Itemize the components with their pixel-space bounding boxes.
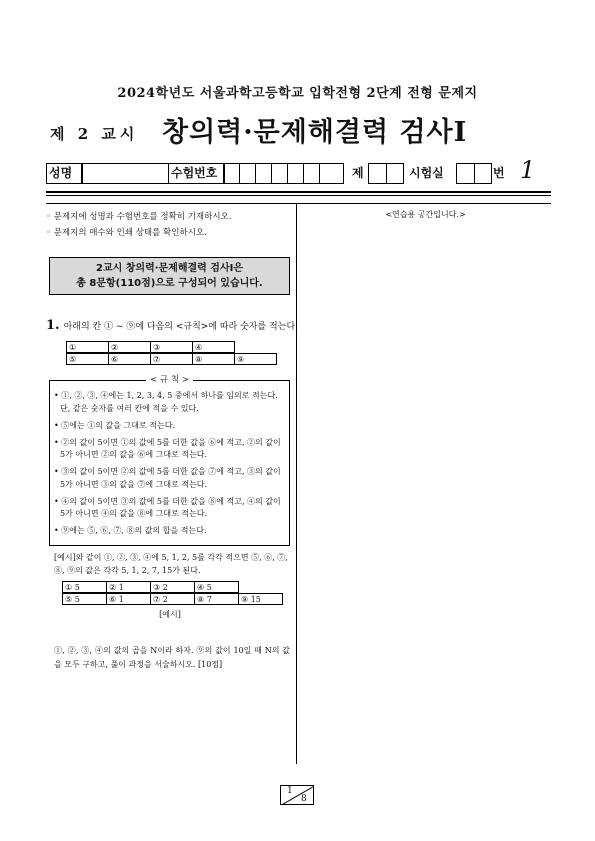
rules-box: [49, 375, 290, 546]
header-divider-thin: [46, 195, 551, 196]
section-divider: [46, 203, 551, 204]
grid-cell: ② 1: [107, 582, 151, 593]
grid-cell: ⑦: [151, 354, 193, 365]
question-text: 아래의 칸 ① ~ ⑨에 다음의 <규칙>에 따라 숫자를 적는다.: [63, 322, 298, 332]
grid-cell: ⑦ 2: [151, 594, 195, 605]
header-divider: [46, 191, 551, 193]
subject-title: 창의력·문제해결력 검사Ⅰ: [162, 117, 468, 148]
note-item: ◦ 문제지의 매수와 인쇄 상태를 확인하시오.: [46, 228, 207, 238]
table-row: [67, 354, 277, 365]
rule-item: • ⑤에는 ①의 값을 그대로 적는다.: [54, 420, 175, 430]
grid-cell: ②: [109, 342, 151, 353]
grid-cell: ⑧: [193, 354, 235, 365]
exam-title: 2024학년도 서울과학고등학교 입학전형 2단계 전형 문제지: [117, 86, 478, 101]
instruction-notes: [46, 209, 291, 241]
table-row: [63, 582, 239, 593]
grid-cell: ⑤: [67, 354, 109, 365]
grid-cell: ⑨: [235, 354, 277, 365]
rule-item: • ②의 값이 5이면 ①의 값에 5를 더한 값을 ⑥에 적고, ②의 값이 5가 아니면 ②의 값을 ⑥에 그대로 적는다.: [54, 437, 281, 459]
grid-cell: ③ 2: [151, 582, 195, 593]
current-page: 1: [287, 786, 293, 796]
exam-number-field[interactable]: [224, 163, 344, 184]
blank-grid-row2: [66, 353, 277, 365]
column-divider: [296, 204, 297, 764]
summary-line: 2교시 창의력·문제해결력 검사Ⅰ은: [95, 263, 244, 274]
grid-cell: ⑥ 1: [107, 594, 151, 605]
blank-grid: [66, 341, 235, 353]
room-label: 시험실: [409, 166, 444, 180]
table-row: [63, 594, 283, 605]
grid-cell: ⑥: [109, 354, 151, 365]
example-caption: [예시]: [159, 610, 181, 619]
seat-number-field[interactable]: [456, 163, 492, 184]
rule-item: • ④의 값이 5이면 ③의 값에 5를 더한 값을 ⑧에 적고, ④의 값이 5가 아니면 ④의 값을 ⑧에 그대로 적는다.: [54, 496, 281, 518]
grid-cell: ③: [151, 342, 193, 353]
rules-title-text: < 규 칙 >: [146, 375, 193, 385]
table-row: [67, 342, 235, 353]
grid-cell: ⑤ 5: [63, 594, 107, 605]
rule-item: • ③의 값이 5이면 ②의 값에 5를 더한 값을 ⑦에 적고, ③의 값이 5가 아니면 ③의 값을 ⑦에 그대로 적는다.: [54, 467, 281, 489]
question-1-prompt: [46, 318, 298, 333]
example-grid: [62, 581, 239, 593]
grid-cell: ①: [67, 342, 109, 353]
grid-cell: ④: [193, 342, 235, 353]
total-pages: 8: [301, 794, 307, 804]
room-number-field[interactable]: [368, 163, 404, 184]
rules-title: [50, 374, 289, 387]
summary-box: [49, 257, 290, 295]
question-number: 1.: [46, 318, 60, 333]
rule-item: • ⑨에는 ⑤, ⑥, ⑦, ⑧의 값의 합을 적는다.: [54, 526, 207, 535]
page-number-large: 1: [520, 156, 536, 184]
example-intro: [예시]와 같이 ①, ②, ③, ④에 5, 1, 2, 5를 각각 적으면 ⑤, ⑥, ⑦, ⑧, ⑨의 값은 각각 5, 1, 2, 7, 15가 된다.: [54, 553, 288, 575]
example-grid-row2: [62, 593, 283, 605]
exam-number-label: 수험번호: [168, 163, 224, 184]
name-label: 성명: [46, 163, 82, 184]
candidate-info-row: [46, 156, 551, 186]
grid-cell: ⑨ 15: [239, 594, 283, 605]
grid-cell: ⑧ 7: [195, 594, 239, 605]
note-item: ◦ 문제지에 성명과 수험번호를 정확히 기재하시오.: [46, 212, 232, 222]
rule-item: • ①, ②, ③, ④에는 1, 2, 3, 4, 5 중에서 하나를 임의로 적는다. 단, 같은 숫자를 여러 칸에 적을 수 있다.: [54, 391, 278, 413]
je-label: 제: [352, 166, 364, 180]
period-label: 제 2 교시: [50, 125, 139, 143]
beon-label: 번: [493, 166, 505, 180]
scratch-space-label: <연습용 공간입니다.>: [385, 210, 466, 219]
grid-cell: ① 5: [63, 582, 107, 593]
grid-cell: ④ 5: [195, 582, 239, 593]
task-text: ①, ②, ③, ④의 값의 곱을 N이라 하자. ⑨의 값이 10일 때 N의 값을 모두 구하고, 풀이 과정을 서술하시오. [10점]: [54, 646, 290, 669]
page-counter: [280, 785, 314, 805]
summary-line: 총 8문항(110점)으로 구성되어 있습니다.: [76, 278, 263, 289]
